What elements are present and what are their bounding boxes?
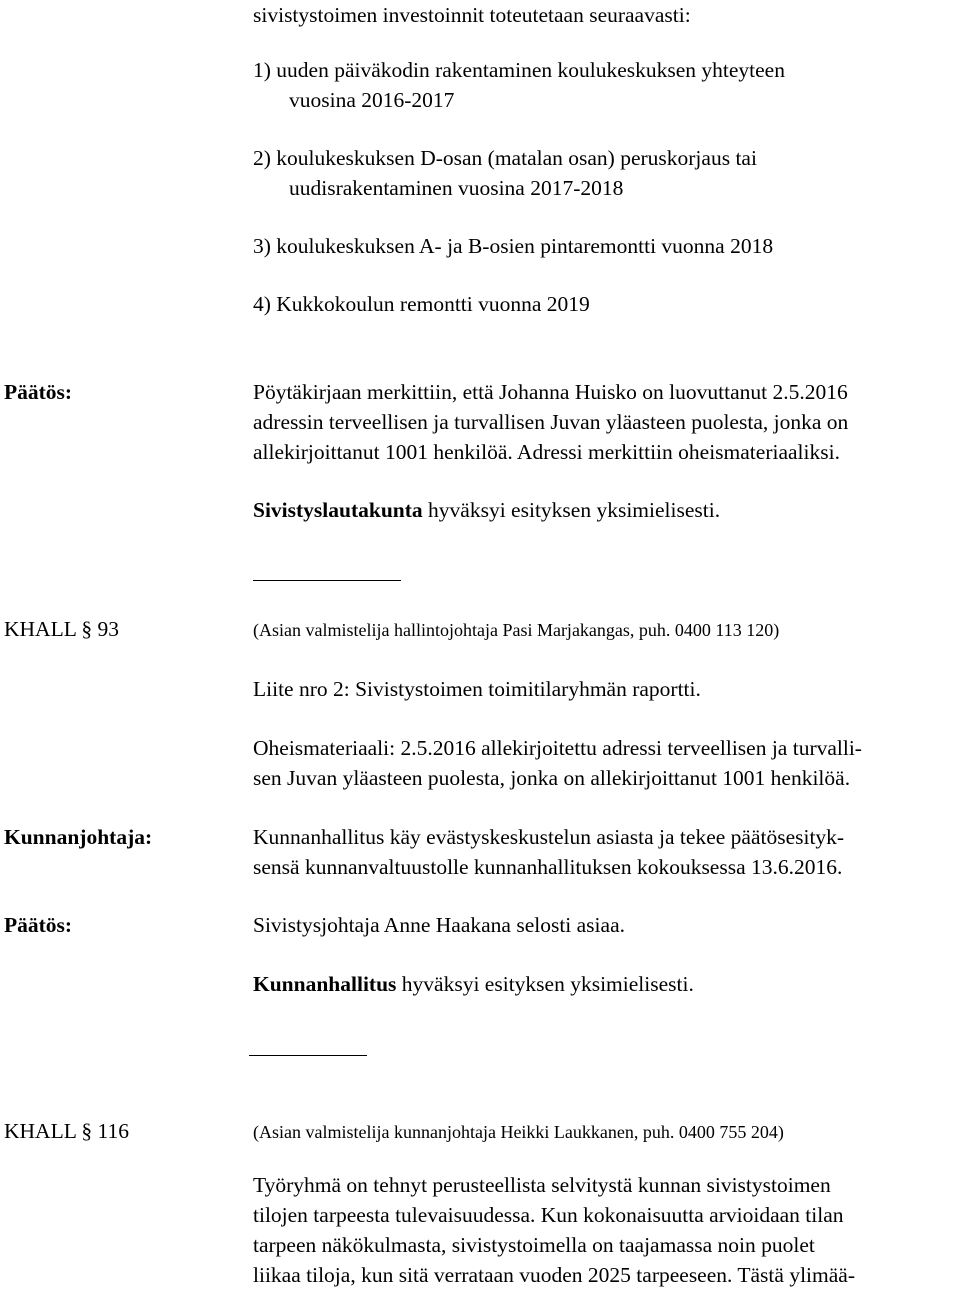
list-item-2-line-2: uudisrakentaminen vuosina 2017-2018 — [289, 176, 624, 200]
body-line-2: tilojen tarpeesta tulevaisuudessa. Kun kokonaisuutta arvioidaan tilan — [253, 1203, 844, 1227]
decision2-approval — [253, 969, 694, 999]
decision-text-line-2: adressin terveellisen ja turvallisen Juvan yläasteen puolesta, jonka on — [253, 410, 849, 434]
list-item-2-line-1: 2) koulukeskuksen D-osan (matalan osan) peruskorjaus tai — [253, 146, 757, 170]
council-name: Kunnanhallitus — [253, 972, 397, 996]
section-divider-2 — [249, 1055, 367, 1056]
decision-label-2: Päätös: — [4, 913, 73, 937]
decision-approval — [253, 495, 720, 525]
list-item-4: 4) Kukkokoulun remontti vuonna 2019 — [253, 292, 590, 316]
decision2-text: Sivistysjohtaja Anne Haakana selosti asiaa. — [253, 913, 625, 937]
decision-label: Päätös: — [4, 380, 73, 404]
section-label-khall-93: KHALL § 93 — [4, 617, 120, 641]
board-name: Sivistyslautakunta — [253, 498, 423, 522]
material-line-2: sen Juvan yläasteen puolesta, jonka on allekirjoittanut 1001 henkilöä. — [253, 766, 851, 790]
preparer-phone: 0400 113 120) — [670, 620, 780, 640]
approval-text: hyväksyi esityksen yksimielisesti. — [422, 498, 721, 522]
section-label-khall-116: KHALL § 116 — [4, 1119, 130, 1143]
body-line-4: liikaa tiloja, kun sitä verrataan vuoden 2025 tarpeeseen. Tästä ylimää- — [253, 1263, 855, 1287]
preparer-note-2 — [253, 1116, 784, 1147]
mayor-label: Kunnanjohtaja: — [4, 825, 153, 849]
preparer-name-2: (Asian valmistelija kunnanjohtaja Heikki Laukkanen, puh. — [253, 1122, 675, 1142]
preparer-phone-2: 0400 755 204) — [674, 1122, 784, 1142]
preparer-note — [253, 614, 779, 645]
list-item-1-line-2: vuosina 2016-2017 — [289, 88, 455, 112]
decision-text-line-3: allekirjoittanut 1001 henkilöä. Adressi merkittiin oheismateriaaliksi. — [253, 440, 840, 464]
preparer-name: (Asian valmistelija hallintojohtaja Pasi Marjakangas, puh. — [253, 620, 671, 640]
material-line-1: Oheismateriaali: 2.5.2016 allekirjoitettu adressi terveellisen ja turvalli- — [253, 736, 862, 760]
list-item-1-line-1: 1) uuden päiväkodin rakentaminen koulukeskuksen yhteyteen — [253, 58, 785, 82]
section-divider — [253, 580, 401, 581]
intro-text: sivistystoimen investoinnit toteutetaan seuraavasti: — [253, 3, 691, 27]
mayor-text-line-1: Kunnanhallitus käy evästyskeskustelun asiasta ja tekee päätösesityk- — [253, 825, 845, 849]
attachment-line: Liite nro 2: Sivistystoimen toimitilaryhmän raportti. — [253, 677, 701, 701]
list-item-3: 3) koulukeskuksen A- ja B-osien pintaremontti vuonna 2018 — [253, 234, 774, 258]
mayor-text-line-2: sensä kunnanvaltuustolle kunnanhallituksen kokouksessa 13.6.2016. — [253, 855, 843, 879]
decision-text-line-1: Pöytäkirjaan merkittiin, että Johanna Huisko on luovuttanut 2.5.2016 — [253, 380, 848, 404]
body-line-3: tarpeen näkökulmasta, sivistystoimella on taajamassa noin puolet — [253, 1233, 815, 1257]
approval-text-2: hyväksyi esityksen yksimielisesti. — [396, 972, 694, 996]
body-line-1: Työryhmä on tehnyt perusteellista selvitystä kunnan sivistystoimen — [253, 1173, 831, 1197]
